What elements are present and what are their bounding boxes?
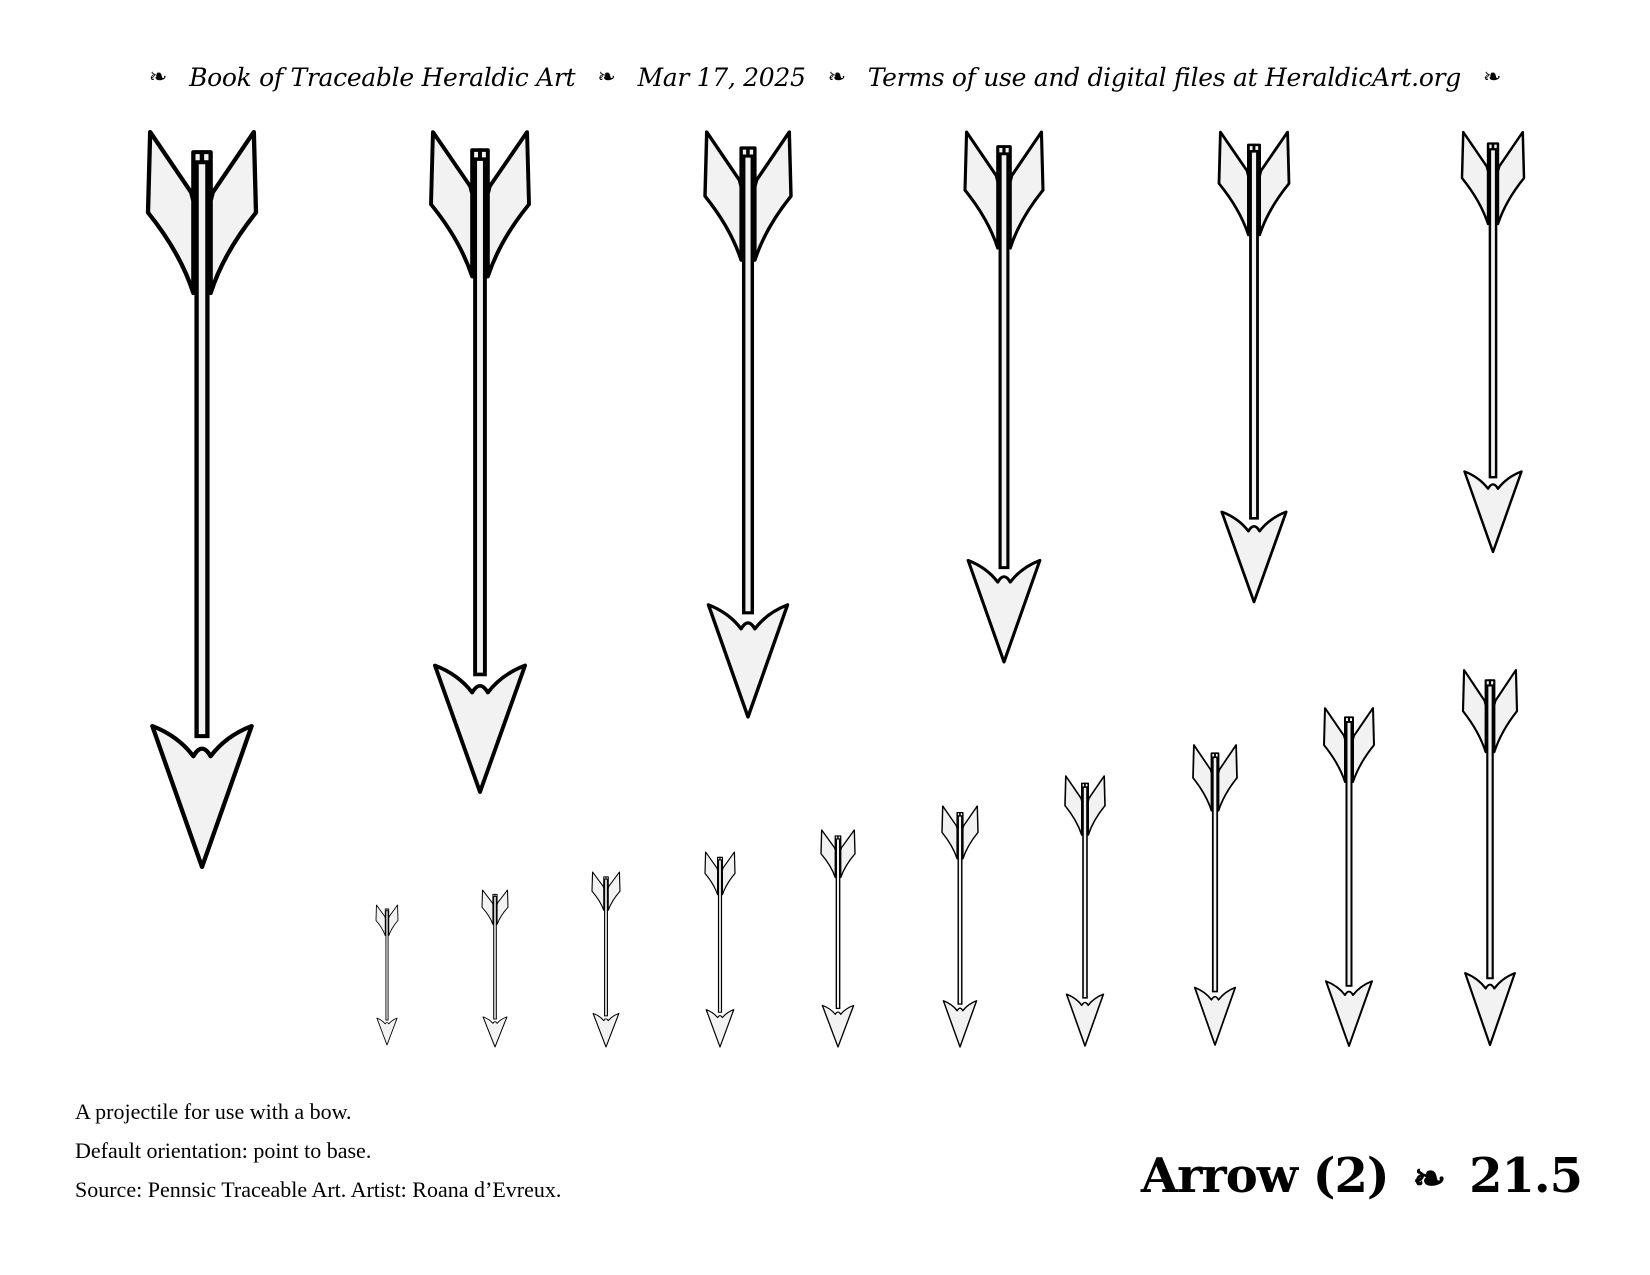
description-block <box>75 1092 561 1209</box>
arrow-icon <box>942 806 978 1047</box>
fleuron-icon: ❧ <box>597 64 616 90</box>
arrow-icon <box>148 132 256 867</box>
arrow-icon <box>1219 132 1289 602</box>
description-line: A projectile for use with a bow. <box>75 1099 352 1124</box>
arrow-icon <box>1193 745 1237 1045</box>
book-title: Book of Traceable Heraldic Art <box>189 62 576 92</box>
arrow-icon <box>1462 132 1524 552</box>
fleuron-icon: ❧ <box>1482 64 1502 90</box>
arrow-icon <box>1324 708 1374 1046</box>
arrow-icon <box>1065 776 1105 1046</box>
source-line: Source: Pennsic Traceable Art. Artist: Roana d’Evreux. <box>75 1177 562 1202</box>
arrow-icon <box>1463 670 1517 1045</box>
plate-label <box>1141 1148 1582 1204</box>
plate-number: 21.5 <box>1469 1148 1582 1204</box>
header-date: Mar 17, 2025 <box>637 62 806 92</box>
fleuron-icon: ❧ <box>1412 1155 1446 1202</box>
arrow-icon <box>376 905 398 1045</box>
arrow-icon <box>592 872 620 1047</box>
plate-name: Arrow (2) <box>1140 1148 1389 1204</box>
arrow-icon <box>821 830 855 1047</box>
arrow-icon <box>705 852 735 1047</box>
arrow-icon <box>965 132 1043 662</box>
arrow-icon <box>482 890 508 1047</box>
terms-link-text: Terms of use and digital files at HeraldicArt.org <box>867 62 1461 92</box>
description-line: Default orientation: point to base. <box>75 1138 372 1163</box>
arrow-icon <box>431 132 529 792</box>
fleuron-icon: ❧ <box>148 64 168 90</box>
fleuron-icon: ❧ <box>827 64 846 90</box>
arrow-icon <box>705 132 791 717</box>
